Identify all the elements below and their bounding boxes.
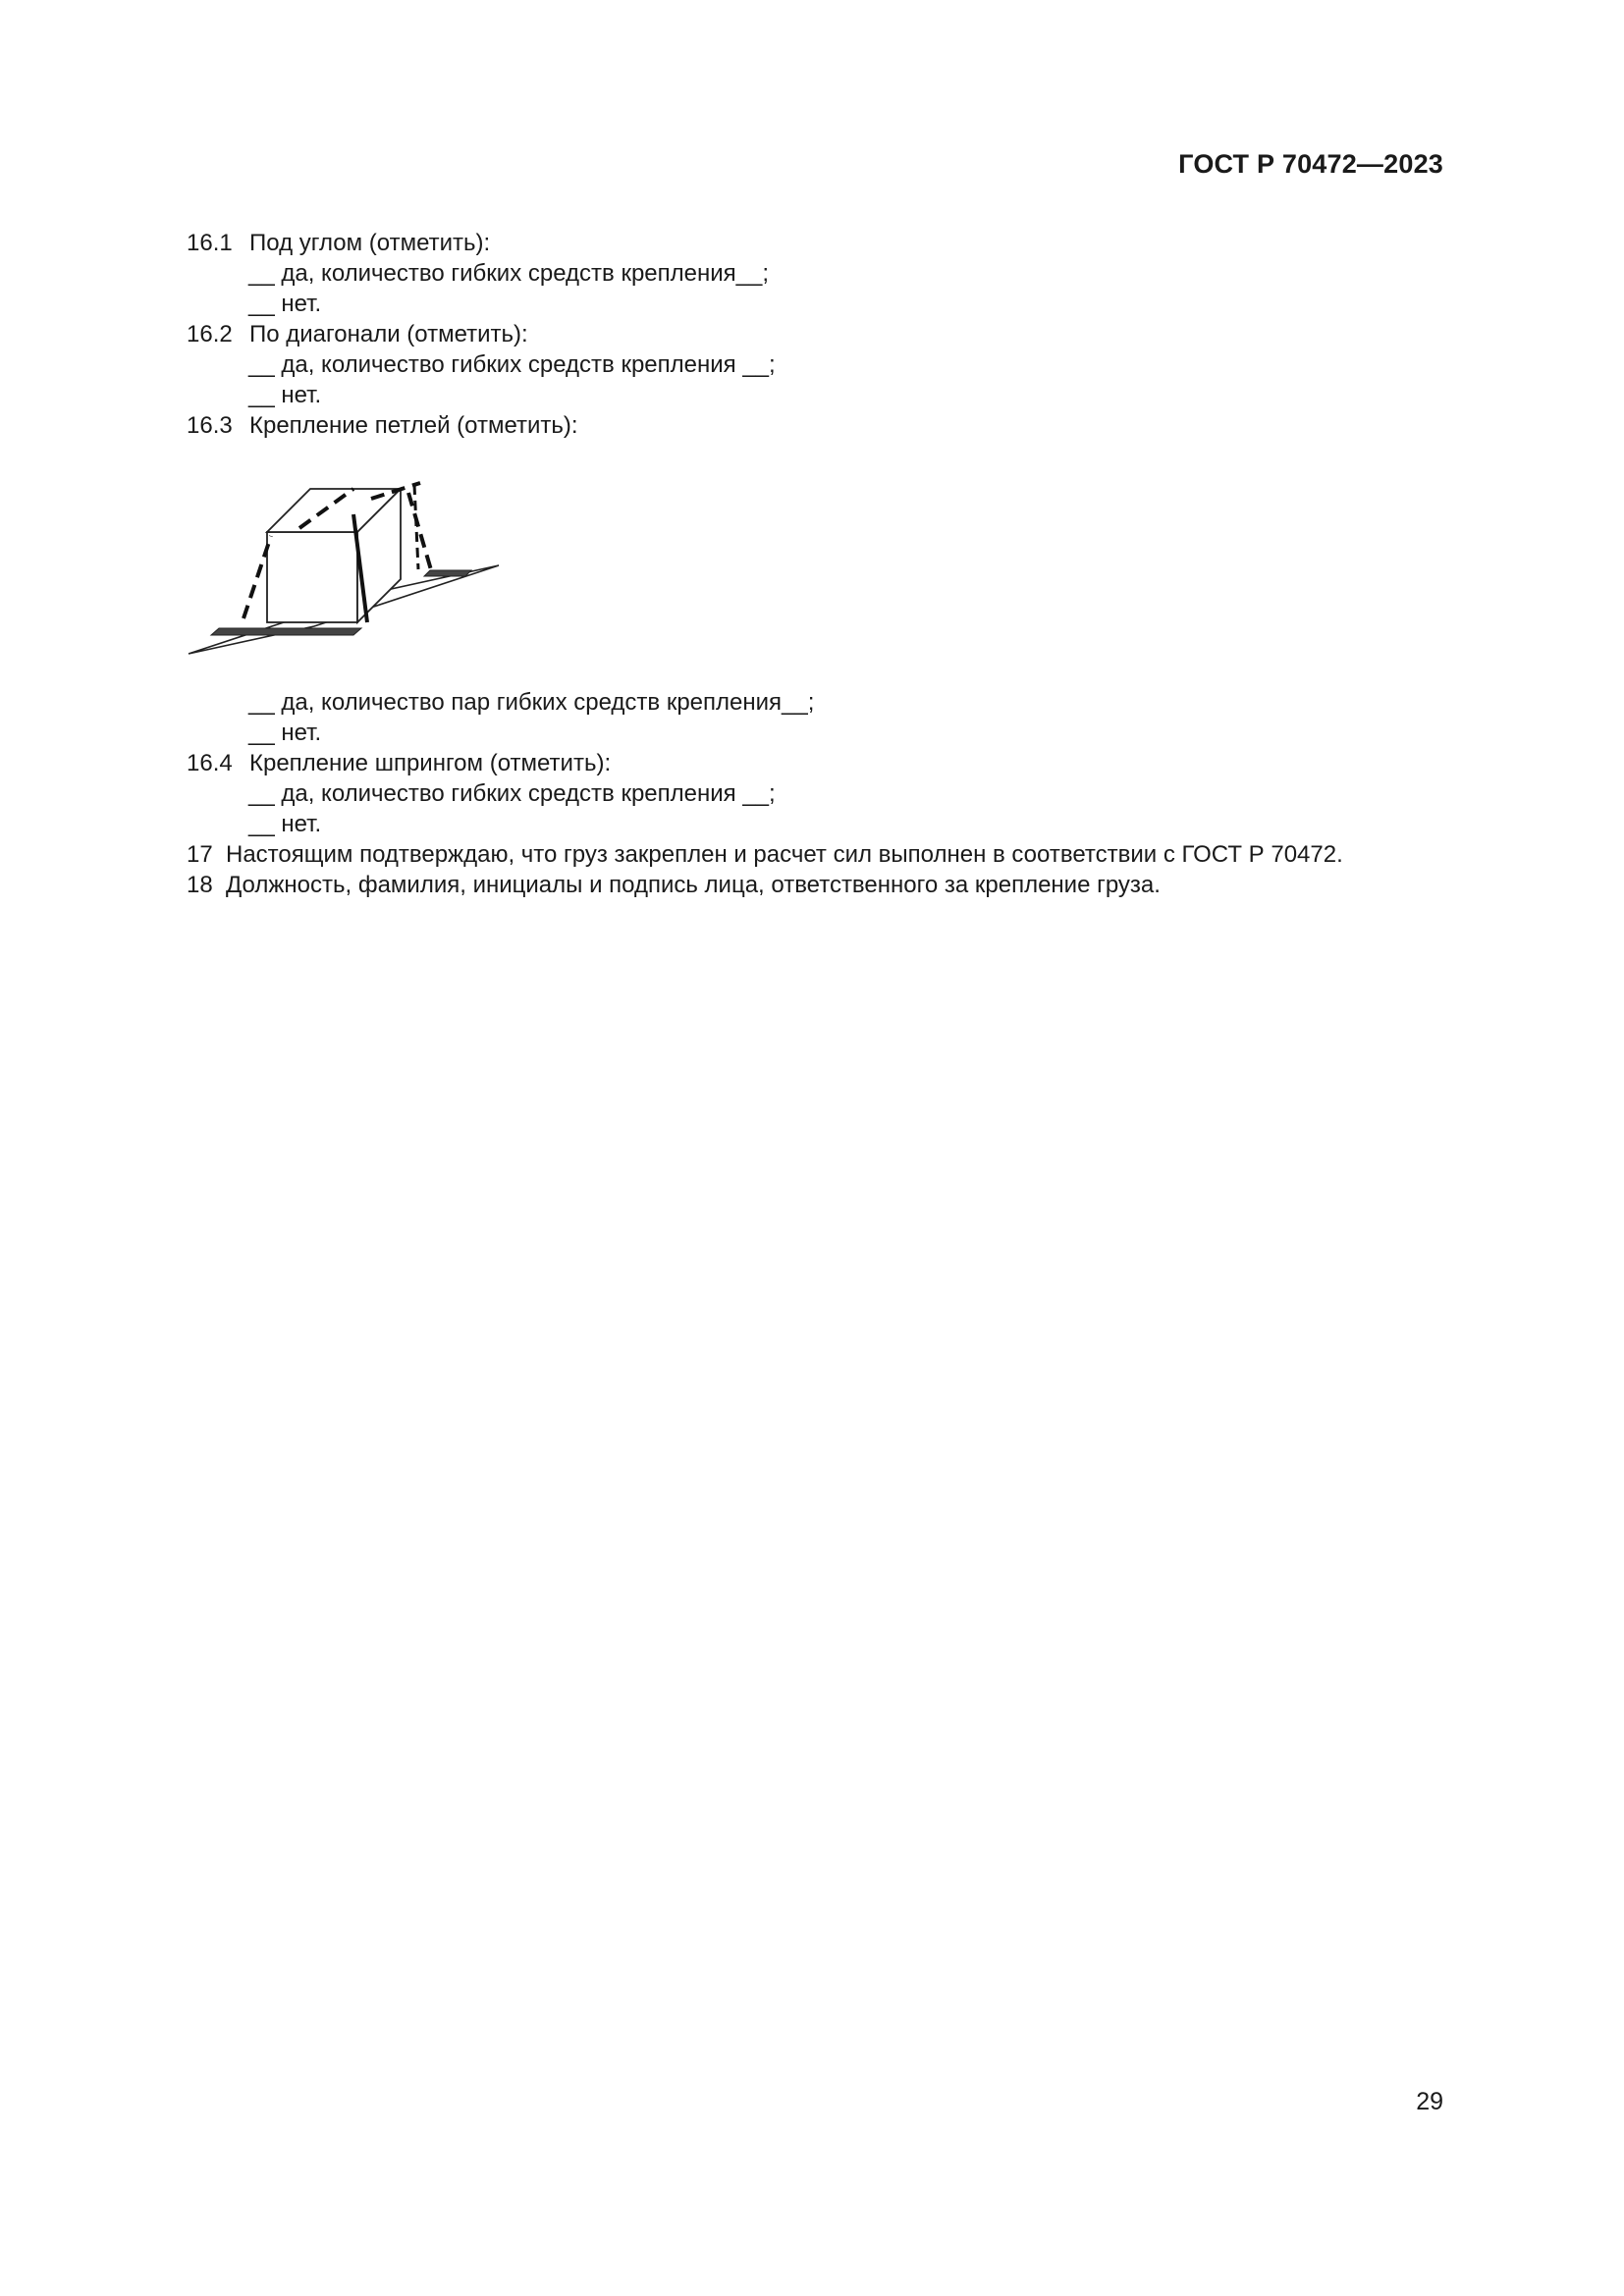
cargo-box [267,532,357,622]
option-yes-16-1: __ да, количество гибких средств крепления__; [248,260,770,287]
anchor-strip-front [211,628,361,635]
loop-lashing-illustration [187,475,501,657]
item-16-3 [187,410,578,441]
item-number: 17 [187,841,213,868]
option-yes-16-4: __ да, количество гибких средств крепления __; [248,780,776,807]
item-number: 18 [187,872,213,898]
item-16-1 [187,228,490,258]
option-no-16-1: __ нет. [248,291,322,317]
item-text: Настоящим подтверждаю, что груз закреплен и расчет сил выполнен в соответствии с ГОСТ Р 70472. [226,841,1343,868]
item-17 [187,839,1343,870]
item-text: Крепление петлей (отметить): [249,412,578,439]
item-18 [187,870,1161,900]
anchor-strip-back [424,570,471,576]
loop-lashing-diagram [187,475,501,657]
option-no-16-3: __ нет. [248,720,322,746]
item-number: 16.2 [187,321,233,347]
item-number: 16.3 [187,412,233,439]
item-number: 16.4 [187,750,233,776]
lashing-strap-side-back [408,493,432,573]
item-16-2 [187,319,528,349]
item-text: По диагонали (отметить): [249,321,528,347]
option-yes-16-3: __ да, количество пар гибких средств крепления__; [248,689,815,716]
option-no-16-2: __ нет. [248,382,322,408]
document-code: ГОСТ Р 70472—2023 [1178,149,1443,179]
page-number: 29 [1416,2088,1443,2115]
item-text: Крепление шпрингом (отметить): [249,750,612,776]
option-yes-16-2: __ да, количество гибких средств крепления __; [248,351,776,378]
lashing-strap-rear [414,485,418,569]
option-no-16-4: __ нет. [248,811,322,837]
item-16-4 [187,748,611,778]
item-text: Должность, фамилия, инициалы и подпись лица, ответственного за крепление груза. [226,872,1161,898]
item-text: Под углом (отметить): [249,230,491,256]
item-number: 16.1 [187,230,233,256]
